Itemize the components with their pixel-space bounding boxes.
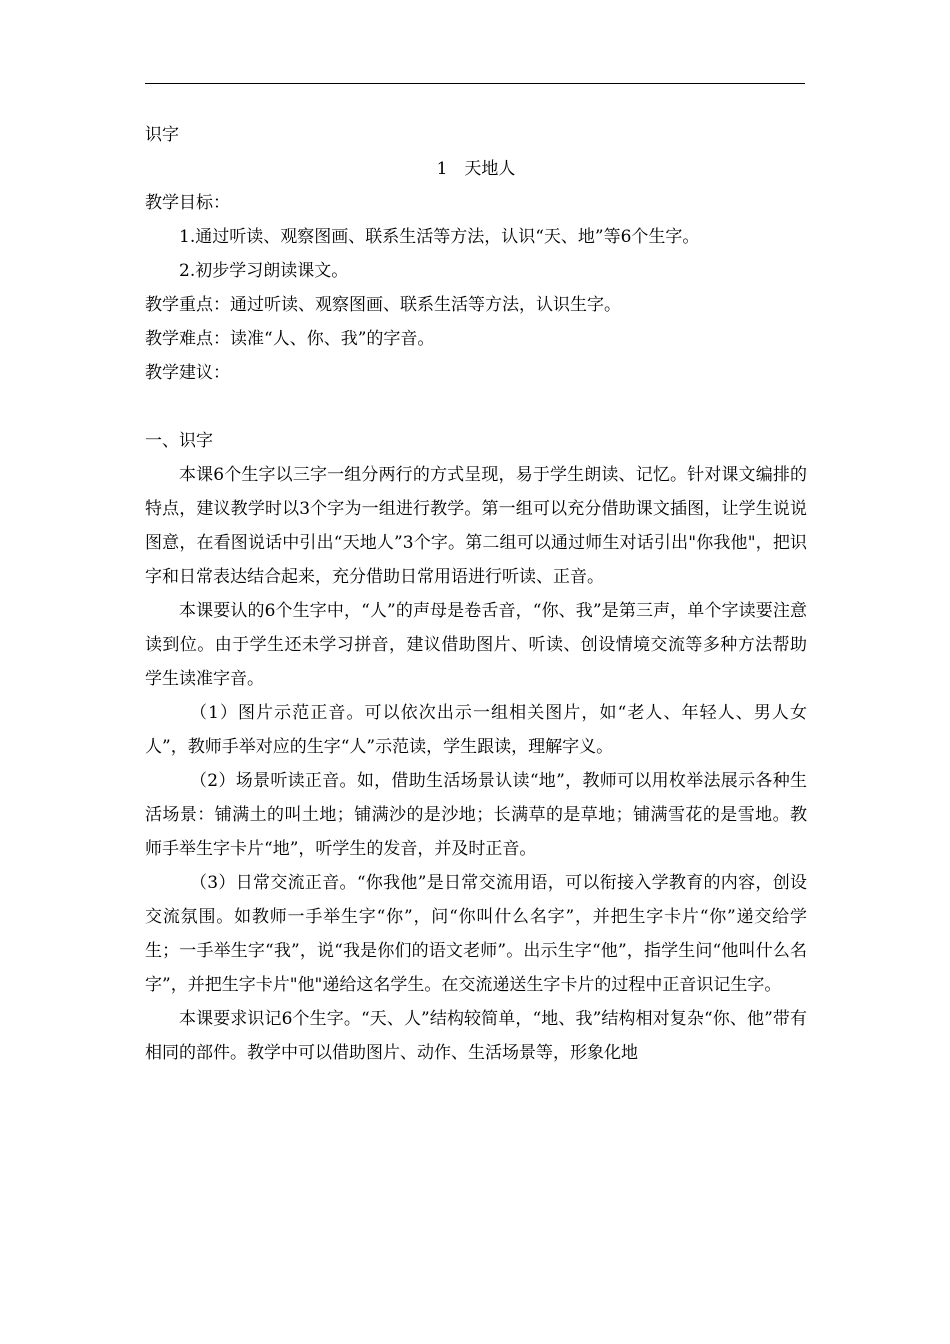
part1-heading: 一、识字 [145,431,213,451]
objective-item: 1.通过听读、观察图画、联系生活等方法，认识“天、地”等6个生字。 [179,227,700,247]
objective-item: 2.初步学习朗读课文。 [179,261,349,281]
paragraph: （1）图片示范正音。可以依次出示一组相关图片，如“老人、年轻人、男人女人”，教师手举对应的生字“人”示范读，学生跟读，理解字义。 [145,703,807,757]
document-page [145,118,807,1070]
section-heading: 识字 [145,125,179,145]
suggestion-label: 教学建议： [145,363,230,383]
blank-line [145,390,807,424]
paragraph: 本课6个生字以三字一组分两行的方式呈现，易于学生朗读、记忆。针对课文编排的特点，建议教学时以3个字为一组进行教学。第一组可以充分借助课文插图，让学生说说图意，在看图说话中引出“天地人”3个字。第二组可以通过师生对话引出"你我他"，把识字和日常表达结合起来，充分借助日常用语进行听读、正音。 [145,465,807,587]
lesson-title: 1 天地人 [436,159,516,179]
paragraph: 本课要认的6个生字中，“人”的声母是卷舌音，“你、我”是第三声，单个字读要注意读到位。由于学生还未学习拼音，建议借助图片、听读、创设情境交流等多种方法帮助学生读准字音。 [145,601,807,689]
key-point: 教学重点：通过听读、观察图画、联系生活等方法，认识生字。 [145,295,621,315]
header-rule [145,83,805,84]
paragraph: （3）日常交流正音。“你我他”是日常交流用语，可以衔接入学教育的内容，创设交流氛围。如教师一手举生字“你”，问“你叫什么名字”，并把生字卡片“你”递交给学生；一手举生字“我”，说“我是你们的语文老师”。出示生字“他”，指学生问“他叫什么名字”，并把生字卡片"他"递给这名学生。在交流递送生字卡片的过程中正音识记生字。 [145,873,807,995]
paragraph: 本课要求识记6个生字。“天、人”结构较简单，“地、我”结构相对复杂“你、他”带有相同的部件。教学中可以借助图片、动作、生活场景等，形象化地 [145,1009,807,1063]
difficulty: 教学难点：读准“人、你、我”的字音。 [145,329,435,349]
paragraph: （2）场景听读正音。如，借助生活场景认读“地”，教师可以用枚举法展示各种生活场景：铺满土的叫土地；铺满沙的是沙地；长满草的是草地；铺满雪花的是雪地。教师手举生字卡片“地”，听学生的发音，并及时正音。 [145,771,807,859]
objectives-label: 教学目标： [145,193,230,213]
